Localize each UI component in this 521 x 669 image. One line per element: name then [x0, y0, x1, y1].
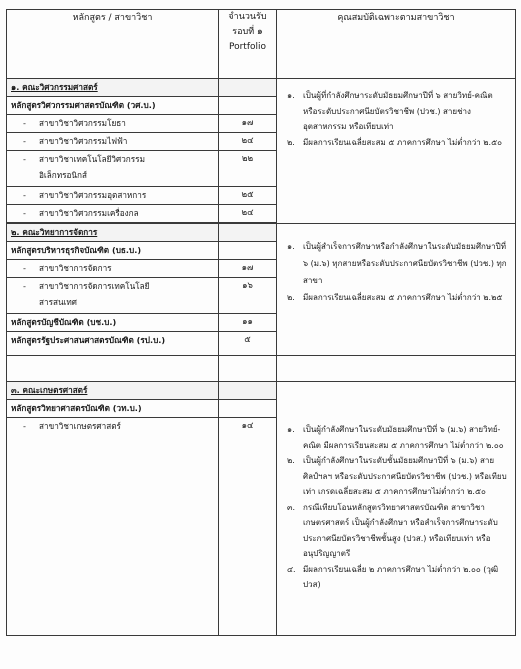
major-name: - สาขาวิชาวิศวกรรมไฟฟ้า [23, 136, 128, 146]
qualification-cell [277, 224, 516, 356]
program-title: หลักสูตรวิทยาศาสตรบัณฑิต (วท.บ.) [11, 403, 142, 413]
major-name: - สาขาวิชาวิศวกรรมเครื่องกล [23, 208, 139, 218]
qualification-item: ๒. มีผลการเรียนเฉลี่ยสะสม ๕ ภาคการศึกษา ไม่ต่ำกว่า ๒.๕๐ [287, 137, 503, 147]
seat-count: ๕ [219, 332, 277, 356]
faculty-row [7, 382, 516, 400]
header-qualification: คุณสมบัติเฉพาะตามสาขาวิชา [277, 10, 516, 79]
table-header-row [7, 10, 516, 79]
major-name: - สาขาวิชาการจัดการเทคโนโลยี [23, 281, 150, 291]
qualification-item: ๔. มีผลการเรียนเฉลี่ย ๒ ภาคการศึกษา ไม่ต่ำกว่า ๒.๐๐ (วุฒิ ปวส) [287, 564, 499, 589]
program-title: หลักสูตรวิศวกรรมศาสตรบัณฑิต (วศ.บ.) [11, 100, 156, 110]
header-seats-line2: รอบที่ ๑ [232, 27, 263, 37]
major-name: - สาขาวิชาเกษตรศาสตร์ [23, 421, 121, 431]
program-title: หลักสูตรรัฐประศาสนศาสตรบัณฑิต (รป.บ.) [11, 335, 166, 345]
header-seats-line3: Portfolio [228, 42, 267, 52]
seat-count: ๒๒ [219, 151, 277, 187]
seat-count: ๑๗ [219, 260, 277, 278]
seat-count: ๒๔ [219, 205, 277, 223]
faculty-title: ๒. คณะวิทยาการจัดการ [11, 227, 98, 237]
header-seats-line1: จำนวนรับ [228, 12, 267, 22]
seat-count: ๑๖ [219, 278, 277, 314]
qualification-item: ๑. เป็นผู้สำเร็จการศึกษาหรือกำลังศึกษาในระดับมัธยมศึกษาปีที่ ๖ (ม.๖) ทุกสายหรือระดับประกาศนียบัตรวิชาชีพ (ปวช.) ทุกสาขา [287, 242, 507, 285]
seat-count: ๑๑ [219, 314, 277, 332]
spacer-row [7, 356, 516, 382]
qualification-item: ๑. เป็นผู้กำลังศึกษาในระดับมัธยมศึกษาปีที่ ๖ (ม.๖) สายวิทย์-คณิต มีผลการเรียนสะสม ๕ ภาคการศึกษา ไม่ต่ำกว่า ๒.๐๐ [287, 425, 504, 450]
major-name: - สาขาวิชาการจัดการ [23, 263, 112, 273]
major-name: - สาขาวิชาวิศวกรรมอุตสาหการ [23, 190, 147, 200]
cropped-top-text [0, 0, 521, 9]
faculty-title: ๑. คณะวิศวกรรมศาสตร์ [11, 82, 98, 92]
major-name: - สาขาวิชาเทคโนโลยีวิศวกรรม [23, 154, 145, 164]
seat-count: ๒๕ [219, 187, 277, 205]
faculty-title: ๓. คณะเกษตรศาสตร์ [11, 385, 88, 395]
seat-count: ๑๔ [219, 418, 277, 636]
major-name-cont: อิเล็กทรอนิกส์ [39, 170, 87, 180]
header-program: หลักสูตร / สาขาวิชา [7, 10, 219, 79]
seat-count: ๑๗ [219, 115, 277, 133]
seat-count: ๒๔ [219, 133, 277, 151]
qualification-cell [277, 382, 516, 636]
qualification-item: ๓. กรณีเทียบโอนหลักสูตรวิทยาศาสตรบัณฑิต สาขาวิชาเกษตรศาสตร์ เป็นผู้กำลังศึกษา หรือสำเร็จการศึกษาระดับประกาศนียบัตรวิชาชีพชั้นสูง (ปวส.) หรือเทียบเท่า หรืออนุปริญญาตรี [287, 502, 498, 558]
faculty-row [7, 224, 516, 242]
qualification-item: ๒. เป็นผู้กำลังศึกษาในระดับชั้นมัธยมศึกษาปีที่ ๖ (ม.๖) สายศิลป์ฯลฯ หรือระดับประกาศนียบัตรวิชาชีพ (ปวช.) หรือเทียบเท่า เกรดเฉลี่ยสะสม ๕ ภาคการศึกษาไม่ต่ำกว่า ๒.๕๐ [287, 456, 507, 496]
major-name: - สาขาวิชาวิศวกรรมโยธา [23, 118, 126, 128]
admission-table [6, 9, 516, 636]
program-title: หลักสูตรบริหารธุรกิจบัณฑิต (บธ.บ.) [11, 245, 142, 255]
header-seats [219, 10, 277, 79]
program-title: หลักสูตรบัญชีบัณฑิต (บช.บ.) [11, 317, 117, 327]
qualification-item: ๒. มีผลการเรียนเฉลี่ยสะสม ๕ ภาคการศึกษา ไม่ต่ำกว่า ๒.๒๕ [287, 293, 503, 302]
qualification-cell [277, 79, 516, 224]
faculty-row [7, 79, 516, 97]
qualification-item: ๑. เป็นผู้ที่กำลังศึกษาระดับมัธยมศึกษาปีที่ ๖ สายวิทย์-คณิต หรือระดับประกาศนียบัตรวิชาชีพ (ปวช.) สายช่างอุตสาหกรรม หรือเทียบเท่า [287, 91, 493, 131]
major-name-cont: สารสนเทศ [39, 297, 77, 307]
